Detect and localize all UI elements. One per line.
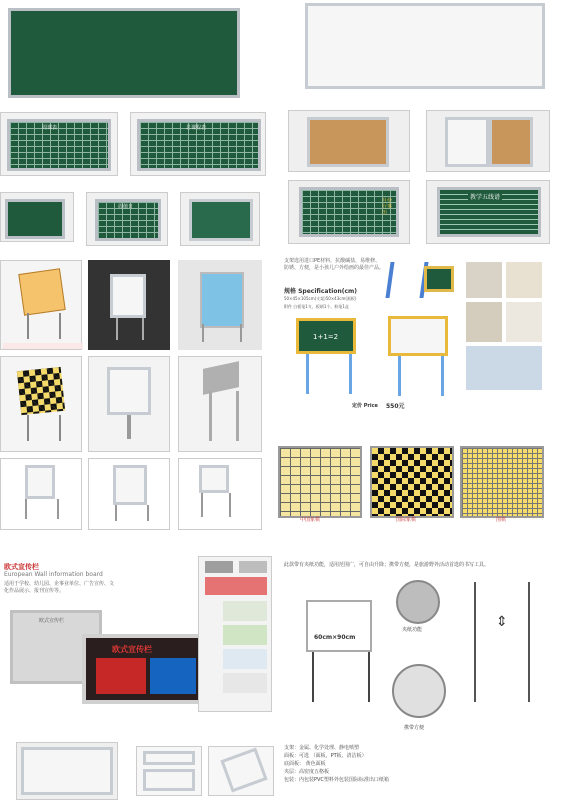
green-board-small-1 [5, 199, 65, 239]
a-frame-board [200, 272, 244, 328]
a-frame-board-photo [178, 260, 262, 350]
easel-legs [27, 313, 61, 339]
clip-feature-circle [396, 580, 440, 624]
open-case-board-2 [208, 746, 274, 796]
kid-easel-photo-3 [466, 302, 502, 342]
european-title-cn: 欧式宣传栏 [4, 563, 39, 571]
course-table-panel [130, 112, 266, 176]
thumb-5 [223, 625, 267, 645]
thumb-7 [223, 673, 267, 693]
flip-chart-board-1 [110, 274, 146, 318]
a-frame-legs [202, 324, 242, 342]
cork-board-panel-2 [426, 110, 550, 172]
open-case-lid-1 [143, 751, 195, 765]
weekly-schedule-title: 周课表 [42, 125, 58, 131]
european-back-title: 欧式宣传栏 [39, 618, 65, 624]
kids-easel-white [388, 316, 448, 400]
music-staff-board [437, 187, 541, 237]
sign-stand-photo [178, 356, 262, 452]
whiteboard-stand-board [107, 367, 151, 415]
spec-item-1: 支架：金属、化学处理、静电喷塑 [284, 745, 360, 751]
green-chalkboard-large [8, 8, 240, 98]
go-board [460, 446, 544, 518]
whiteboard-stand-pole [127, 415, 131, 439]
european-board-front [82, 634, 206, 704]
flip-stand-board-1 [25, 465, 55, 499]
open-case-board-1 [136, 746, 202, 796]
xiangqi-label: 中国象棋 [300, 517, 321, 523]
flip-stand-header: 此款带有夹纸功能，适用范围广，可自由升降；携带方便，是旅游野外活动首选的书写工具。 [284, 562, 490, 568]
calendar-board-label: 月份行事历 [382, 198, 393, 216]
flat-board-bottom [16, 742, 118, 800]
kids-easel-green [296, 318, 356, 400]
sign-stand-poles [209, 391, 239, 441]
duty-board-title: 周值日 [118, 204, 134, 210]
spec-item-3: 底面板： 黄色面板 [284, 761, 326, 767]
calendar-board-panel [288, 180, 410, 244]
flip-stand-size: 60cm×90cm [314, 634, 356, 641]
calendar-board [299, 187, 399, 237]
flip-chart-shop-photo [88, 260, 170, 350]
open-case-base-1 [143, 769, 195, 791]
thumb-1 [205, 561, 233, 573]
cork-half-board [489, 117, 533, 167]
kids-easel-white-legs [398, 356, 444, 396]
carry-feature-label: 携带方便 [404, 725, 425, 731]
thumb-6 [223, 649, 267, 669]
open-case-lid-2 [220, 748, 267, 793]
music-staff-title: 教学五线谱 [470, 194, 501, 201]
green-board-small-panel-1 [0, 192, 74, 242]
european-front-poster-2 [150, 658, 196, 694]
spec-values: 50×45×105cm(支架)50×43cm(画板) [284, 296, 357, 301]
flip-stand-legs-2 [115, 505, 149, 521]
price-value: 550元 [386, 403, 405, 410]
duty-board-panel [86, 192, 168, 246]
thumb-4 [223, 601, 267, 621]
course-table-board [137, 119, 261, 171]
flip-stand-main-board [306, 600, 372, 652]
course-table-title: 总课程表 [186, 125, 207, 131]
kid-easel-photo-2 [506, 262, 542, 298]
kids-easel-green-text: 1+1=2 [313, 333, 339, 341]
flip-stand-photo-1 [0, 458, 82, 530]
flip-stand-legs-1 [25, 499, 59, 519]
kid-easel-photo-4 [506, 302, 542, 342]
checkers-easel-board [17, 367, 65, 415]
clip-feature-label: 夹纸功能 [402, 627, 423, 633]
green-board-small-panel-2 [180, 192, 260, 246]
checkers-easel-photo [0, 356, 82, 452]
xiangqi-board [278, 446, 362, 518]
thumb-strip [198, 556, 272, 712]
flip-stand-photo-3 [178, 458, 262, 530]
green-board-small-2 [189, 199, 253, 241]
european-front-title: 欧式宣传栏 [112, 645, 152, 654]
kid-easel-photo-5 [466, 346, 542, 390]
spec-item-4: 夹层：高密度五格板 [284, 769, 330, 775]
european-desc: 适用于学校、幼儿园、企事业单位、广告宣传、文化作品展示、报刊宣传等。 [4, 581, 115, 594]
checkers-label: 国际象棋 [396, 517, 417, 523]
white-board-large [305, 3, 545, 89]
spec-title: 规格 Specification(cm) [284, 288, 358, 295]
music-staff-board-panel [426, 180, 550, 244]
weekly-schedule-panel [0, 112, 118, 176]
thumb-2 [239, 561, 267, 573]
parts-small-board [424, 266, 454, 292]
kids-easel-white-board [388, 316, 448, 356]
kid-easel-photo-1 [466, 262, 502, 298]
flat-board-bottom-inner [21, 747, 113, 795]
easel-game-board [18, 268, 65, 315]
easel-description: 支架选用进口PE材料，抗酸碱盐，易维修、防锈、方便，是小孩儿户外绘画的最佳产品。 [284, 258, 385, 271]
checkers-board [370, 446, 454, 518]
flip-stand-photo-2 [88, 458, 170, 530]
spec-item-5: 包装：内包装PVC塑料外包装国际标准出口纸箱 [284, 777, 389, 783]
adjustable-stand [474, 582, 530, 702]
flip-chart-legs-1 [116, 318, 144, 340]
cork-board-1 [307, 117, 389, 167]
go-label: 围棋 [496, 517, 507, 523]
cork-board-panel-1 [288, 110, 410, 172]
flip-stand-main-legs [312, 652, 370, 702]
price-label: 定价 Price [352, 403, 378, 409]
whiteboard-stand-photo [88, 356, 170, 452]
thumb-3 [205, 577, 267, 595]
easel-caption-1 [3, 343, 83, 349]
easel-game-photo [0, 260, 82, 350]
sign-stand-top [203, 361, 239, 395]
blue-easel-parts [385, 262, 428, 298]
kids-easel-green-board [296, 318, 356, 354]
kids-easel-green-legs [306, 354, 352, 394]
flip-stand-legs-3 [201, 493, 231, 517]
height-arrow-icon: ⇕ [496, 614, 508, 630]
weekly-schedule-board [7, 119, 111, 171]
flip-stand-board-3 [199, 465, 229, 493]
spec-item-2: 面板：可选 （面板、PT板、清洁板） [284, 753, 367, 759]
spec-list [284, 744, 554, 784]
white-half-board [445, 117, 489, 167]
european-title-en: European Wall information board [4, 571, 103, 578]
duty-board [95, 199, 161, 241]
flip-stand-board-2 [113, 465, 147, 505]
checkers-easel-legs [27, 415, 61, 441]
carry-feature-circle [392, 664, 446, 718]
spec-note: 附件 白板笔1支、板刷1个、粉笔1盒 [284, 304, 349, 309]
european-front-poster [96, 658, 146, 694]
